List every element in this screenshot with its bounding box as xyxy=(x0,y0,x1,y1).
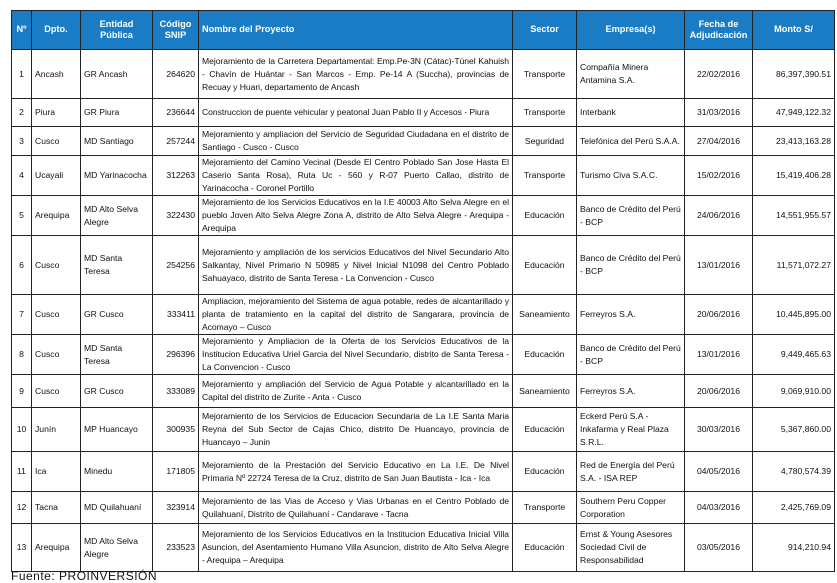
row-sector: Seguridad xyxy=(513,127,577,156)
row-nombre-proyecto: Mejoramiento de las Vias de Acceso y Vias Urbanas en el Centro Poblado de Quilahuaní, Distrito de Quilahuaní - Candarave - Tacna xyxy=(199,492,513,524)
row-codigo: 312263 xyxy=(153,156,199,196)
row-nombre-proyecto: Mejoramiento de la Prestación del Servicio Educativo en La I.E. De Nivel Primaria Nº 22724 Teresa de la Cruz, distrito de San Juan Bautista - Ica - Ica xyxy=(199,452,513,492)
row-codigo: 323914 xyxy=(153,492,199,524)
row-dpto: Ica xyxy=(32,452,81,492)
header-row xyxy=(12,11,835,50)
row-sector: Educación xyxy=(513,335,577,375)
row-entidad: Minedu xyxy=(81,452,153,492)
row-nombre-proyecto: Mejoramiento y ampliación del Servicio de Agua Potable y alcantarillado en la Capital del distrito de Zurite - Anta - Cusco xyxy=(199,375,513,408)
row-number: 1 xyxy=(12,50,32,99)
row-sector: Transporte xyxy=(513,50,577,99)
row-fecha: 04/03/2016 xyxy=(685,492,753,524)
table-row xyxy=(12,295,835,335)
row-number: 6 xyxy=(12,236,32,295)
row-dpto: Tacna xyxy=(32,492,81,524)
col-header-codigo: Código SNIP xyxy=(153,11,199,50)
row-number: 9 xyxy=(12,375,32,408)
row-monto: 14,551,955.57 xyxy=(753,196,835,236)
row-number: 13 xyxy=(12,524,32,572)
row-empresa: Turismo Civa S.A.C. xyxy=(577,156,685,196)
row-fecha: 24/06/2016 xyxy=(685,196,753,236)
row-fecha: 03/05/2016 xyxy=(685,524,753,572)
table-row xyxy=(12,452,835,492)
row-dpto: Ucayali xyxy=(32,156,81,196)
col-header-empresa: Empresa(s) xyxy=(577,11,685,50)
row-fecha: 30/03/2016 xyxy=(685,408,753,452)
row-monto: 23,413,163.28 xyxy=(753,127,835,156)
row-nombre-proyecto: Mejoramiento y ampliación de los servicios Educativos del Nivel Secundario Alto Salkantay, Nivel Primario N 50985 y Nivel Inicial N1098 del Centro Poblado Sahuayaco, distrito de Santa Teresa - La Convencion - Cusco xyxy=(199,236,513,295)
projects-table xyxy=(11,10,835,572)
row-sector: Educación xyxy=(513,452,577,492)
row-monto: 15,419,406.28 xyxy=(753,156,835,196)
row-fecha: 27/04/2016 xyxy=(685,127,753,156)
row-sector: Transporte xyxy=(513,492,577,524)
row-dpto: Arequipa xyxy=(32,196,81,236)
col-header-entidad: Entidad Pública xyxy=(81,11,153,50)
table-row xyxy=(12,127,835,156)
row-number: 2 xyxy=(12,99,32,127)
row-number: 8 xyxy=(12,335,32,375)
row-sector: Educación xyxy=(513,524,577,572)
row-entidad: MD Quilahuaní xyxy=(81,492,153,524)
row-fecha: 20/06/2016 xyxy=(685,295,753,335)
source-note: Fuente: PROINVERSIÓN xyxy=(11,569,158,583)
row-dpto: Cusco xyxy=(32,295,81,335)
row-sector: Saneamiento xyxy=(513,295,577,335)
row-codigo: 257244 xyxy=(153,127,199,156)
row-dpto: Ancash xyxy=(32,50,81,99)
row-codigo: 300935 xyxy=(153,408,199,452)
row-monto: 914,210.94 xyxy=(753,524,835,572)
row-monto: 86,397,390.51 xyxy=(753,50,835,99)
table-row xyxy=(12,335,835,375)
row-monto: 11,571,072.27 xyxy=(753,236,835,295)
table-row xyxy=(12,99,835,127)
row-empresa: Compañía Minera Antamina S.A. xyxy=(577,50,685,99)
row-fecha: 13/01/2016 xyxy=(685,335,753,375)
row-sector: Saneamiento xyxy=(513,375,577,408)
row-empresa: Red de Energía del Perú S.A. - ISA REP xyxy=(577,452,685,492)
row-number: 12 xyxy=(12,492,32,524)
table-row xyxy=(12,492,835,524)
row-empresa: Ernst & Young Asesores Sociedad Civil de Responsabilidad xyxy=(577,524,685,572)
row-dpto: Cusco xyxy=(32,236,81,295)
col-header-sector: Sector xyxy=(513,11,577,50)
row-empresa: Southern Peru Copper Corporation xyxy=(577,492,685,524)
row-monto: 4,780,574.39 xyxy=(753,452,835,492)
row-entidad: MD Santiago xyxy=(81,127,153,156)
row-fecha: 15/02/2016 xyxy=(685,156,753,196)
row-empresa: Telefónica del Perú S.A.A. xyxy=(577,127,685,156)
table-row xyxy=(12,408,835,452)
row-codigo: 333089 xyxy=(153,375,199,408)
row-nombre-proyecto: Mejoramiento y ampliacion del Servicio de Seguridad Ciudadana en el distrito de Santiago - Cusco - Cusco xyxy=(199,127,513,156)
row-number: 11 xyxy=(12,452,32,492)
row-nombre-proyecto: Mejoramiento y Ampliacion de la Oferta de los Servicios Educativos de la Institucion Educativa Uriel Garcia del Nivel Secundario, distrito de Santa Teresa - La Convencion - Cusco xyxy=(199,335,513,375)
table-row xyxy=(12,196,835,236)
row-monto: 2,425,769.09 xyxy=(753,492,835,524)
row-number: 4 xyxy=(12,156,32,196)
row-codigo: 233523 xyxy=(153,524,199,572)
row-sector: Transporte xyxy=(513,99,577,127)
row-nombre-proyecto: Mejoramiento del Camino Vecinal (Desde El Centro Poblado San Jose Hasta El Caserio Santa Rosa), Ruta Uc - 560 y R-07 Puerto Callao, distrito de Yarinacocha - Coronel Portillo xyxy=(199,156,513,196)
table-row xyxy=(12,156,835,196)
col-header-nombre: Nombre del Proyecto xyxy=(199,11,513,50)
row-number: 3 xyxy=(12,127,32,156)
row-dpto: Cusco xyxy=(32,127,81,156)
row-fecha: 04/05/2016 xyxy=(685,452,753,492)
row-codigo: 236644 xyxy=(153,99,199,127)
table-row xyxy=(12,50,835,99)
row-empresa: Interbank xyxy=(577,99,685,127)
row-empresa: Eckerd Perú S.A - Inkafarma y Real Plaza S.R.L. xyxy=(577,408,685,452)
row-monto: 9,069,910.00 xyxy=(753,375,835,408)
row-empresa: Banco de Crédito del Perú - BCP xyxy=(577,236,685,295)
row-number: 7 xyxy=(12,295,32,335)
row-fecha: 31/03/2016 xyxy=(685,99,753,127)
row-fecha: 20/06/2016 xyxy=(685,375,753,408)
row-entidad: GR Piura xyxy=(81,99,153,127)
row-codigo: 264620 xyxy=(153,50,199,99)
row-entidad: GR Ancash xyxy=(81,50,153,99)
row-codigo: 333411 xyxy=(153,295,199,335)
row-monto: 9,449,465.63 xyxy=(753,335,835,375)
row-nombre-proyecto: Mejoramiento de los Servicios Educativos en la Institucion Educativa Inicial Villa Asuncion, del Asentamiento Humano Villa Asuncion, distrito de Alto Selva Alegre - Arequipa – Arequipa xyxy=(199,524,513,572)
row-entidad: GR Cusco xyxy=(81,295,153,335)
row-sector: Educación xyxy=(513,236,577,295)
row-entidad: MD Yarinacocha xyxy=(81,156,153,196)
row-dpto: Cusco xyxy=(32,375,81,408)
row-dpto: Arequipa xyxy=(32,524,81,572)
row-number: 5 xyxy=(12,196,32,236)
row-monto: 10,445,895.00 xyxy=(753,295,835,335)
table-row xyxy=(12,524,835,572)
row-empresa: Banco de Crédito del Perú - BCP xyxy=(577,335,685,375)
row-dpto: Junín xyxy=(32,408,81,452)
row-dpto: Piura xyxy=(32,99,81,127)
table-body xyxy=(12,50,835,572)
row-sector: Transporte xyxy=(513,156,577,196)
row-codigo: 322430 xyxy=(153,196,199,236)
row-monto: 5,367,860.00 xyxy=(753,408,835,452)
col-header-monto: Monto S/ xyxy=(753,11,835,50)
row-empresa: Banco de Crédito del Perú - BCP xyxy=(577,196,685,236)
row-empresa: Ferreyros S.A. xyxy=(577,295,685,335)
row-entidad: MD Alto Selva Alegre xyxy=(81,196,153,236)
row-entidad: MP Huancayo xyxy=(81,408,153,452)
row-dpto: Cusco xyxy=(32,335,81,375)
row-sector: Educación xyxy=(513,196,577,236)
row-fecha: 22/02/2016 xyxy=(685,50,753,99)
col-header-dpto: Dpto. xyxy=(32,11,81,50)
row-nombre-proyecto: Ampliacion, mejoramiento del Sistema de agua potable, redes de alcantarillado y planta de tratamiento en la capital del distrito de Sangarara, provincia de Acomayo – Cusco xyxy=(199,295,513,335)
row-number: 10 xyxy=(12,408,32,452)
row-empresa: Ferreyros S.A. xyxy=(577,375,685,408)
table-row xyxy=(12,375,835,408)
row-entidad: MD Santa Teresa xyxy=(81,236,153,295)
row-monto: 47,949,122.32 xyxy=(753,99,835,127)
row-codigo: 171805 xyxy=(153,452,199,492)
table-row xyxy=(12,236,835,295)
row-sector: Educación xyxy=(513,408,577,452)
row-entidad: MD Alto Selva Alegre xyxy=(81,524,153,572)
col-header-num: Nº xyxy=(12,11,32,50)
row-codigo: 254256 xyxy=(153,236,199,295)
row-entidad: GR Cusco xyxy=(81,375,153,408)
col-header-fecha: Fecha de Adjudicación xyxy=(685,11,753,50)
row-codigo: 296396 xyxy=(153,335,199,375)
row-nombre-proyecto: Construccion de puente vehicular y peatonal Juan Pablo II y Accesos - Piura xyxy=(199,99,513,127)
row-entidad: MD Santa Teresa xyxy=(81,335,153,375)
row-fecha: 13/01/2016 xyxy=(685,236,753,295)
row-nombre-proyecto: Mejoramiento de los Servicios Educativos en la I.E 40003 Alto Selva Alegre en el pueblo Joven Alto Selva Alegre Zona A, distrito de Alto Selva Alegre - Arequipa - Arequipa xyxy=(199,196,513,236)
row-nombre-proyecto: Mejoramiento de la Carretera Departamental: Emp.Pe-3N (Cátac)-Túnel Kahuish - Chavín de Huántar - San Marcos - Emp. Pe-14 A (Succha), provincias de Recuay y Huari, departamento de Ancash xyxy=(199,50,513,99)
row-nombre-proyecto: Mejoramiento de los Servicios de Educacion Secundaria de La I.E Santa Maria Reyna del Sub Sector de Cajas Chico, distrito De Huancayo, provincia de Huancayo – Junin xyxy=(199,408,513,452)
